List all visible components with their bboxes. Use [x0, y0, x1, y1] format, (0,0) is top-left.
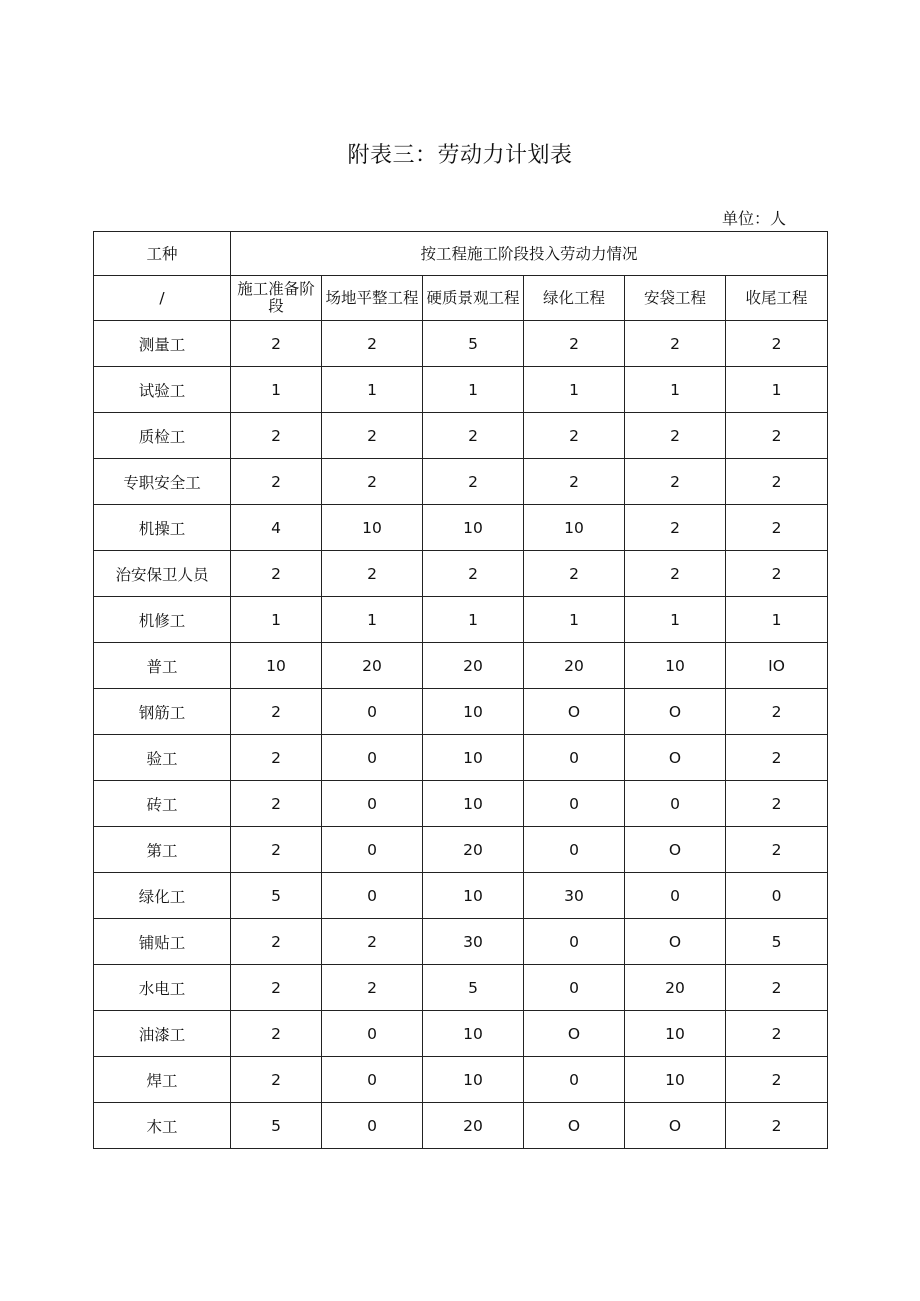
worker-count-cell: 0: [524, 781, 625, 827]
stage-header: 安袋工程: [625, 276, 726, 321]
worker-count-cell: 1: [231, 597, 322, 643]
worker-count-cell: 0: [322, 689, 423, 735]
table-row: [94, 551, 828, 597]
stage-header: 施工准备阶段: [231, 276, 322, 321]
worker-count-cell: 2: [322, 551, 423, 597]
header-row-2: [94, 276, 828, 321]
worker-count-cell: 30: [524, 873, 625, 919]
worker-count-cell: 2: [231, 413, 322, 459]
worker-type-cell: 验工: [94, 735, 231, 781]
worker-count-cell: 2: [231, 321, 322, 367]
worker-count-cell: 1: [726, 367, 828, 413]
worker-count-cell: 2: [322, 965, 423, 1011]
worker-count-cell: 5: [423, 321, 524, 367]
worker-count-cell: 0: [524, 735, 625, 781]
worker-count-cell: 5: [423, 965, 524, 1011]
worker-count-cell: O: [524, 1103, 625, 1149]
worker-type-cell: 机操工: [94, 505, 231, 551]
table-row: [94, 827, 828, 873]
worker-count-cell: 2: [423, 459, 524, 505]
worker-count-cell: 2: [726, 459, 828, 505]
table-row: [94, 919, 828, 965]
worker-count-cell: 1: [322, 367, 423, 413]
worker-type-cell: 测量工: [94, 321, 231, 367]
worker-count-cell: 0: [625, 781, 726, 827]
worker-count-cell: 2: [625, 505, 726, 551]
worker-count-cell: 1: [625, 367, 726, 413]
worker-count-cell: 2: [231, 689, 322, 735]
worker-count-cell: 2: [726, 781, 828, 827]
worker-count-cell: 2: [726, 827, 828, 873]
worker-count-cell: 10: [524, 505, 625, 551]
worker-count-cell: 1: [524, 367, 625, 413]
worker-count-cell: 1: [231, 367, 322, 413]
worker-count-cell: 2: [726, 735, 828, 781]
worker-count-cell: 30: [423, 919, 524, 965]
worker-type-cell: 普工: [94, 643, 231, 689]
worker-count-cell: 2: [625, 459, 726, 505]
worker-count-cell: 2: [726, 965, 828, 1011]
labor-plan-table: [93, 231, 828, 1149]
worker-count-cell: 2: [726, 1103, 828, 1149]
worker-count-cell: 20: [625, 965, 726, 1011]
worker-count-cell: 0: [524, 827, 625, 873]
worker-count-cell: O: [625, 827, 726, 873]
worker-count-cell: 2: [726, 505, 828, 551]
worker-count-cell: 2: [726, 1011, 828, 1057]
worker-count-cell: O: [625, 1103, 726, 1149]
worker-type-cell: 木工: [94, 1103, 231, 1149]
worker-type-cell: 油漆工: [94, 1011, 231, 1057]
table-row: [94, 873, 828, 919]
worker-count-cell: 1: [322, 597, 423, 643]
worker-type-cell: 砖工: [94, 781, 231, 827]
worker-count-cell: 0: [322, 781, 423, 827]
worker-type-cell: 铺贴工: [94, 919, 231, 965]
header-type: 工种: [94, 232, 231, 276]
worker-type-cell: 绿化工: [94, 873, 231, 919]
worker-type-cell: 专职安全工: [94, 459, 231, 505]
worker-type-cell: 焊工: [94, 1057, 231, 1103]
worker-type-cell: 钢筋工: [94, 689, 231, 735]
worker-count-cell: 10: [423, 1057, 524, 1103]
worker-count-cell: O: [625, 689, 726, 735]
worker-count-cell: 0: [726, 873, 828, 919]
worker-count-cell: 2: [726, 689, 828, 735]
worker-count-cell: 2: [231, 735, 322, 781]
worker-type-cell: 质检工: [94, 413, 231, 459]
table-row: [94, 689, 828, 735]
worker-count-cell: 2: [524, 459, 625, 505]
table-row: [94, 1103, 828, 1149]
worker-count-cell: 1: [625, 597, 726, 643]
worker-type-cell: 治安保卫人员: [94, 551, 231, 597]
worker-count-cell: 20: [322, 643, 423, 689]
worker-count-cell: 10: [423, 873, 524, 919]
worker-count-cell: 10: [625, 643, 726, 689]
table-row: [94, 459, 828, 505]
worker-count-cell: 10: [322, 505, 423, 551]
worker-count-cell: 10: [423, 735, 524, 781]
worker-count-cell: 20: [524, 643, 625, 689]
worker-count-cell: 2: [231, 1011, 322, 1057]
worker-count-cell: 2: [524, 551, 625, 597]
worker-count-cell: 2: [322, 919, 423, 965]
worker-count-cell: 20: [423, 1103, 524, 1149]
worker-count-cell: 10: [423, 689, 524, 735]
worker-count-cell: O: [524, 689, 625, 735]
worker-count-cell: IO: [726, 643, 828, 689]
table-row: [94, 643, 828, 689]
worker-count-cell: 5: [231, 1103, 322, 1149]
worker-count-cell: 2: [726, 1057, 828, 1103]
header-row-1: [94, 232, 828, 276]
worker-type-cell: 机修工: [94, 597, 231, 643]
table-row: [94, 965, 828, 1011]
worker-count-cell: 0: [322, 735, 423, 781]
worker-count-cell: 2: [423, 413, 524, 459]
worker-count-cell: 1: [524, 597, 625, 643]
worker-count-cell: 2: [231, 551, 322, 597]
worker-count-cell: O: [625, 919, 726, 965]
header-slash: /: [94, 276, 231, 321]
worker-type-cell: 第工: [94, 827, 231, 873]
worker-count-cell: O: [524, 1011, 625, 1057]
worker-count-cell: 2: [231, 827, 322, 873]
worker-count-cell: 1: [423, 367, 524, 413]
worker-count-cell: 1: [423, 597, 524, 643]
worker-count-cell: 10: [625, 1057, 726, 1103]
worker-count-cell: 2: [231, 919, 322, 965]
table-row: [94, 735, 828, 781]
worker-count-cell: 2: [625, 413, 726, 459]
worker-count-cell: 2: [231, 1057, 322, 1103]
worker-count-cell: 2: [524, 321, 625, 367]
worker-count-cell: 2: [231, 459, 322, 505]
worker-count-cell: 10: [231, 643, 322, 689]
worker-count-cell: 2: [726, 321, 828, 367]
worker-count-cell: 2: [726, 413, 828, 459]
worker-count-cell: 2: [322, 321, 423, 367]
worker-count-cell: 0: [322, 1057, 423, 1103]
worker-type-cell: 水电工: [94, 965, 231, 1011]
worker-count-cell: 2: [625, 551, 726, 597]
table-row: [94, 321, 828, 367]
table-row: [94, 781, 828, 827]
worker-count-cell: 10: [423, 781, 524, 827]
stage-header: 硬质景观工程: [423, 276, 524, 321]
worker-count-cell: 2: [231, 781, 322, 827]
worker-count-cell: 5: [231, 873, 322, 919]
table-row: [94, 597, 828, 643]
worker-count-cell: 2: [322, 413, 423, 459]
worker-count-cell: O: [625, 735, 726, 781]
worker-count-cell: 10: [423, 1011, 524, 1057]
worker-count-cell: 0: [524, 1057, 625, 1103]
table-row: [94, 413, 828, 459]
stage-header: 场地平整工程: [322, 276, 423, 321]
worker-count-cell: 0: [322, 827, 423, 873]
worker-count-cell: 0: [524, 965, 625, 1011]
page-title: 附表三：劳动力计划表: [347, 143, 573, 168]
unit-label: 单位：人: [722, 209, 787, 228]
worker-count-cell: 2: [322, 459, 423, 505]
table-row: [94, 367, 828, 413]
worker-count-cell: 20: [423, 827, 524, 873]
stage-header: 收尾工程: [726, 276, 828, 321]
worker-count-cell: 2: [625, 321, 726, 367]
table-row: [94, 505, 828, 551]
worker-count-cell: 0: [322, 873, 423, 919]
header-group: 按工程施工阶段投入劳动力情况: [231, 232, 828, 276]
worker-type-cell: 试验工: [94, 367, 231, 413]
worker-count-cell: 10: [625, 1011, 726, 1057]
worker-count-cell: 5: [726, 919, 828, 965]
worker-count-cell: 1: [726, 597, 828, 643]
worker-count-cell: 0: [625, 873, 726, 919]
table-row: [94, 1057, 828, 1103]
worker-count-cell: 0: [322, 1011, 423, 1057]
worker-count-cell: 2: [423, 551, 524, 597]
worker-count-cell: 2: [726, 551, 828, 597]
worker-count-cell: 0: [524, 919, 625, 965]
worker-count-cell: 4: [231, 505, 322, 551]
worker-count-cell: 2: [231, 965, 322, 1011]
table-row: [94, 1011, 828, 1057]
worker-count-cell: 2: [524, 413, 625, 459]
stage-header: 绿化工程: [524, 276, 625, 321]
worker-count-cell: 20: [423, 643, 524, 689]
worker-count-cell: 10: [423, 505, 524, 551]
worker-count-cell: 0: [322, 1103, 423, 1149]
